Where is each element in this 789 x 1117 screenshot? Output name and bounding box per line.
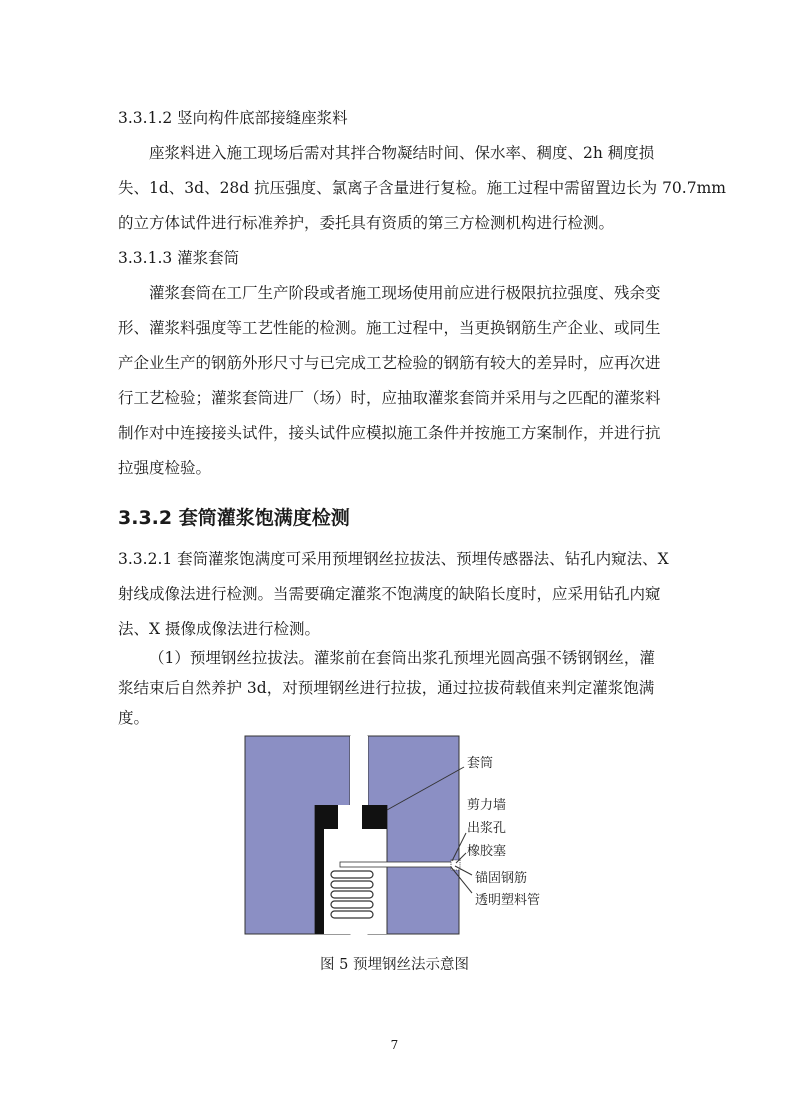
paragraph-line: 的立方体试件进行标准养护，委托具有资质的第三方检测机构进行检测。 xyxy=(118,214,615,232)
paragraph-line: 座浆料进入施工现场后需对其拌合物凝结时间、保水率、稠度、2h 稠度损 xyxy=(149,144,655,162)
paragraph-line: 射线成像法进行检测。当需要确定灌浆不饱满度的缺陷长度时，应采用钻孔内窥 xyxy=(118,585,661,603)
label-rubber-plug: 橡胶塞 xyxy=(467,844,507,859)
steel-wire xyxy=(340,862,457,867)
sleeve-top-right xyxy=(362,805,387,829)
page-number: 7 xyxy=(390,1038,399,1052)
paragraph-line: 3.3.2.1 套筒灌浆饱满度可采用预埋钢丝拉拔法、预埋传感器法、钻孔内窥法、X xyxy=(118,550,669,568)
label-plastic-tube: 透明塑料管 xyxy=(475,893,541,908)
paragraph-line: 浆结束后自然养护 3d，对预埋钢丝进行拉拔，通过拉拔荷载值来判定灌浆饱满 xyxy=(118,679,655,697)
figure-embedded-wire-method xyxy=(244,735,562,937)
paragraph-line: 制作对中连接接头试件，接头试件应模拟施工条件并按施工方案制作，并进行抗 xyxy=(118,424,661,442)
label-grout-outlet: 出浆孔 xyxy=(467,821,507,836)
paragraph-line: 行工艺检验；灌浆套筒进厂（场）时，应抽取灌浆套筒并采用与之匹配的灌浆料 xyxy=(118,389,661,407)
sleeve-left xyxy=(315,829,324,934)
paragraph-line: 拉强度检验。 xyxy=(118,459,212,477)
paragraph-line: 形、灌浆料强度等工艺性能的检测。施工过程中，当更换钢筋生产企业、或同生 xyxy=(118,319,661,337)
paragraph-line: 产企业生产的钢筋外形尺寸与已完成工艺检验的钢筋有较大的差异时，应再次进 xyxy=(118,354,661,372)
figure-caption: 图 5 预埋钢丝法示意图 xyxy=(320,957,469,973)
label-sleeve: 套筒 xyxy=(467,756,494,771)
center-gap xyxy=(350,736,368,805)
sleeve-top-left xyxy=(315,805,338,829)
section-332-heading: 3.3.2 套筒灌浆饱满度检测 xyxy=(118,507,350,529)
paragraph-line: 度。 xyxy=(118,709,150,727)
label-anchor-rebar: 锚固钢筋 xyxy=(475,871,528,886)
paragraph-line: （1）预埋钢丝拉拔法。灌浆前在套筒出浆孔预埋光圆高强不锈钢钢丝，灌 xyxy=(149,649,655,667)
label-shear-wall: 剪力墙 xyxy=(467,798,507,813)
paragraph-line: 失、1d、3d、28d 抗压强度、氯离子含量进行复检。施工过程中需留置边长为 70.7mm xyxy=(118,179,726,197)
section-331-3-title: 3.3.1.3 灌浆套筒 xyxy=(118,249,240,267)
paragraph-line: 灌浆套筒在工厂生产阶段或者施工现场使用前应进行极限抗拉强度、残余变 xyxy=(149,284,661,302)
paragraph-line: 法、X 摄像成像法进行检测。 xyxy=(118,620,320,638)
section-331-2-title: 3.3.1.2 竖向构件底部接缝座浆料 xyxy=(118,109,348,127)
